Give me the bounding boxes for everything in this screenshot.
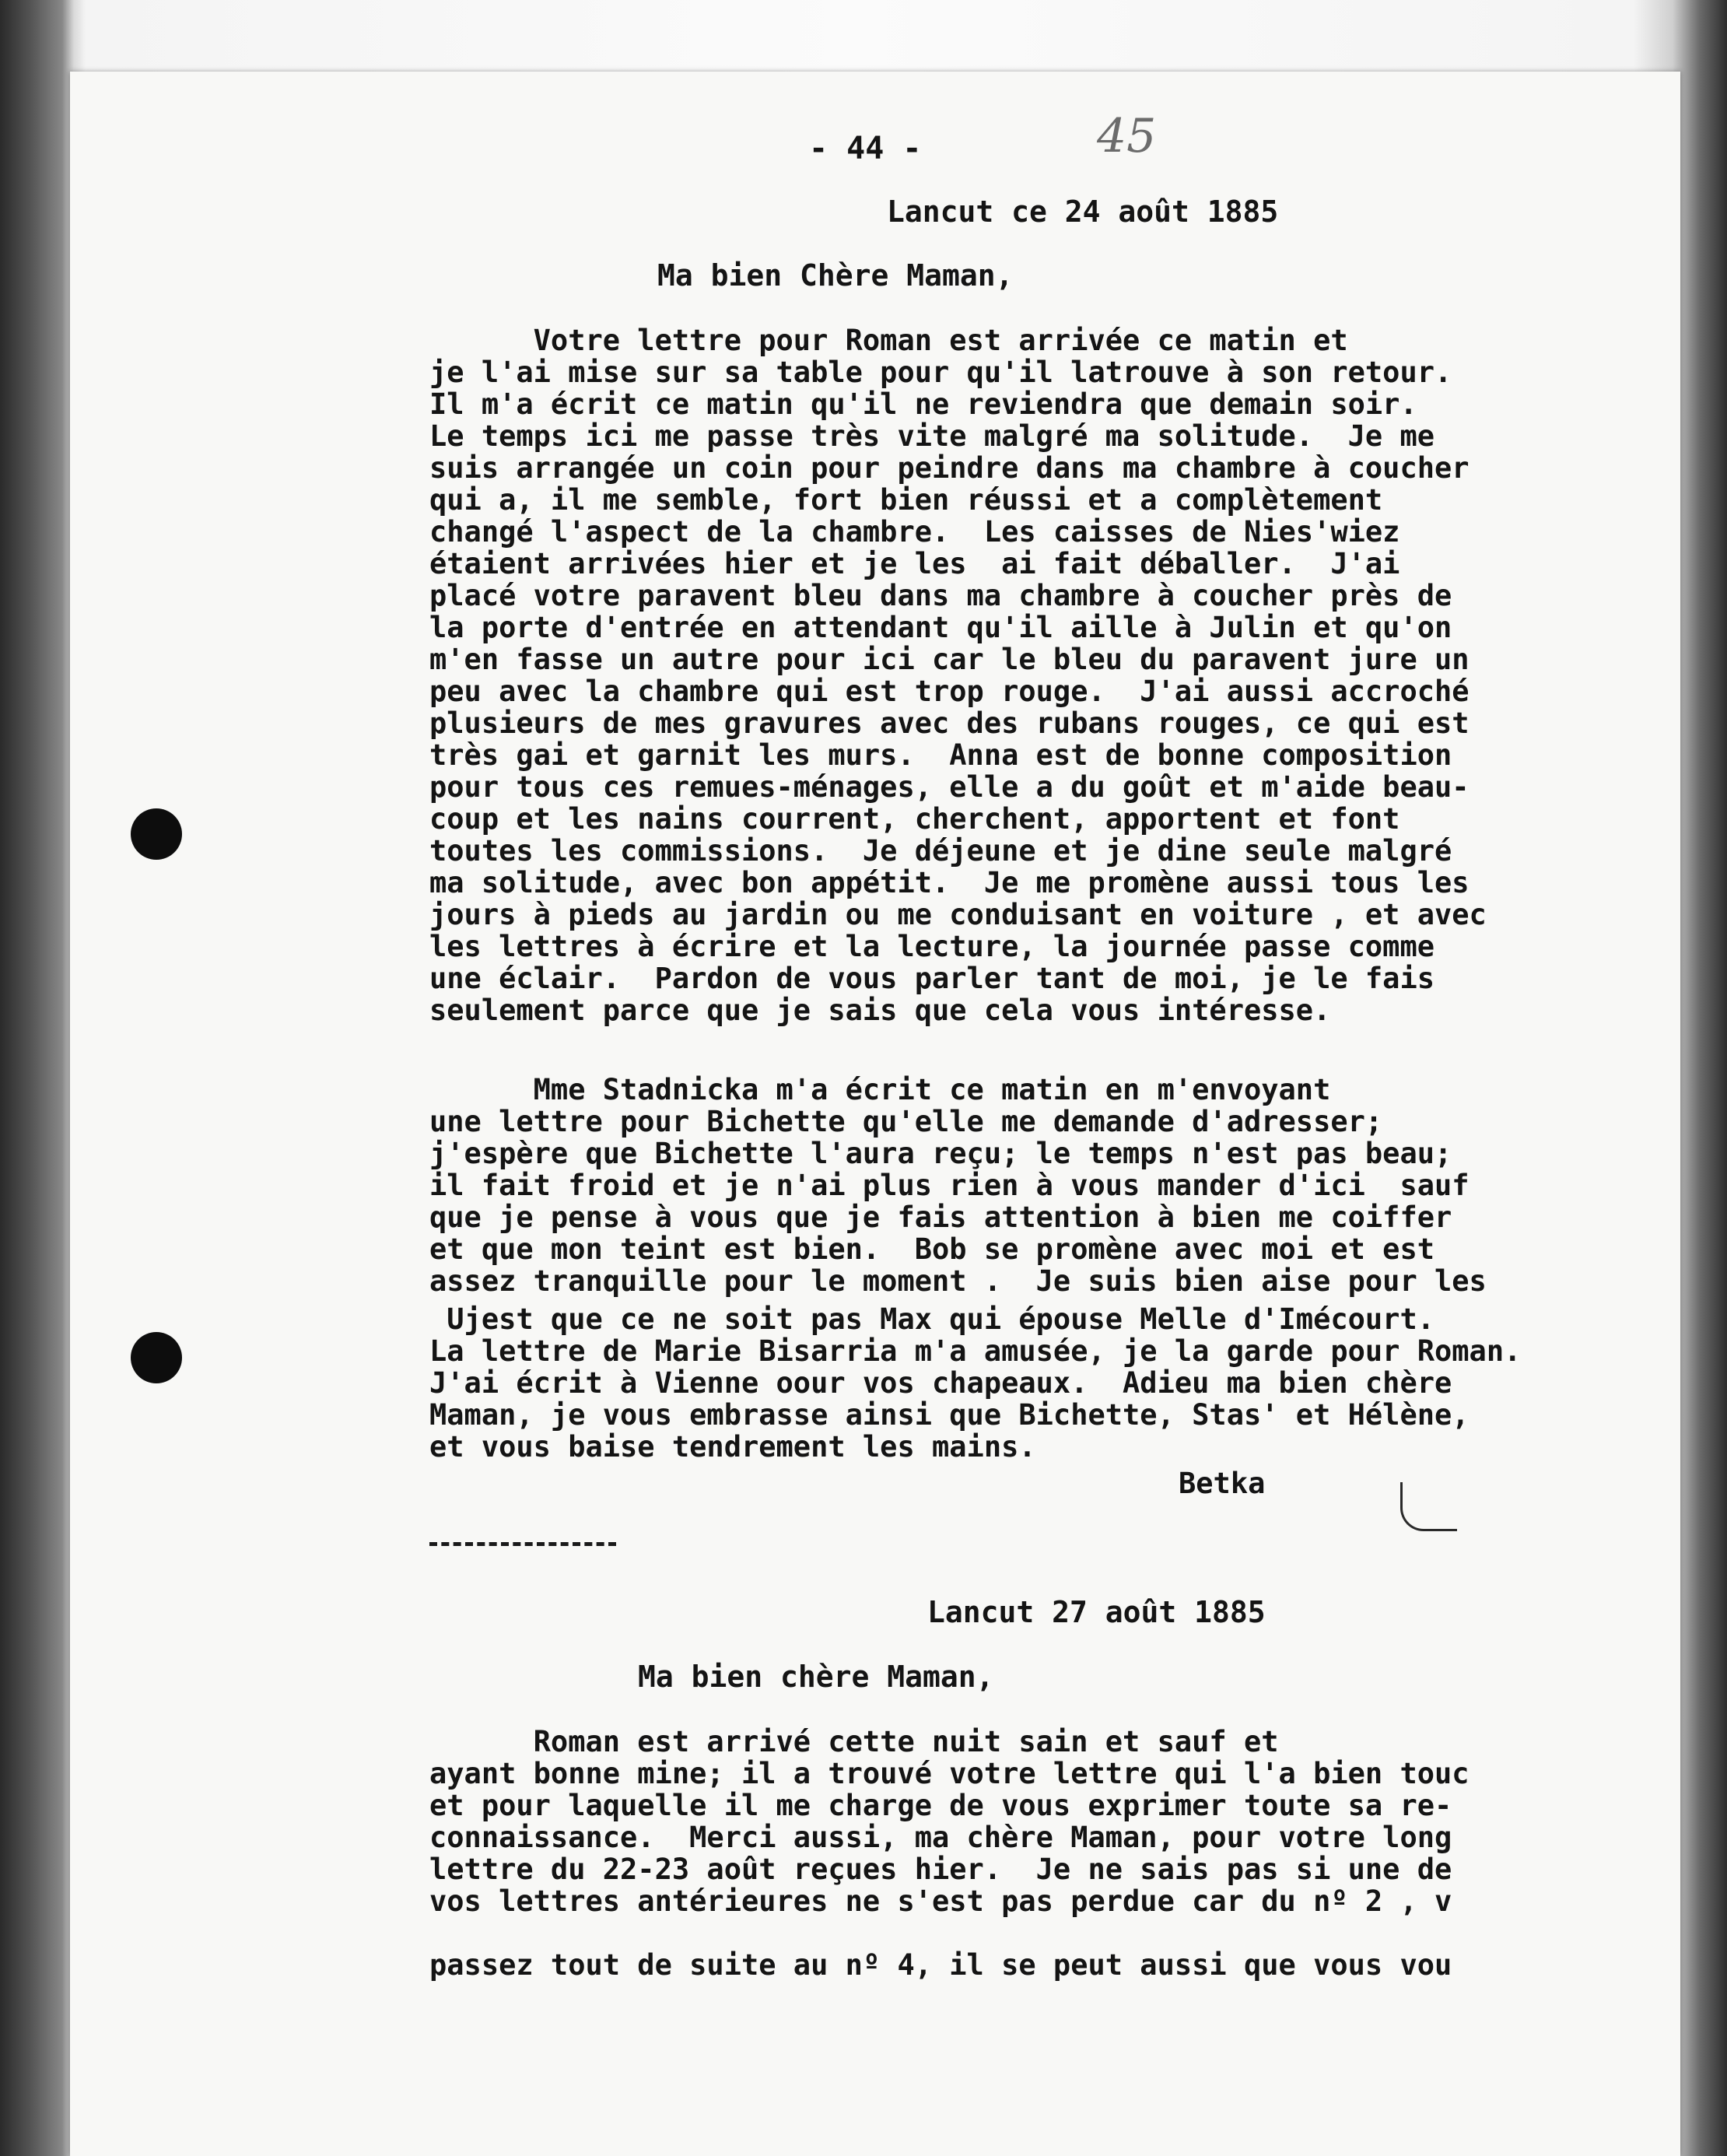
letter1-line: Ujest que ce ne soit pas Max qui épouse Melle d'Imécourt. <box>429 1302 1435 1336</box>
letter1-line: les lettres à écrire et la lecture, la journée passe comme <box>429 930 1435 963</box>
letter1-line: Le temps ici me passe très vite malgré ma solitude. Je me <box>429 419 1435 453</box>
letter2-line: connaissance. Merci aussi, ma chère Maman, pour votre long <box>429 1821 1452 1854</box>
letter2-salutation: Ma bien chère Maman, <box>638 1660 994 1694</box>
letter1-line: j'espère que Bichette l'aura reçu; le temps n'est pas beau; <box>429 1137 1452 1170</box>
handwritten-check-mark <box>1400 1482 1457 1531</box>
letter1-line: jours à pieds au jardin ou me conduisant en voiture , et avec <box>429 898 1487 931</box>
letter1-line: suis arrangée un coin pour peindre dans ma chambre à coucher <box>429 451 1470 485</box>
letter2-line: Roman est arrivé cette nuit sain et sauf et <box>429 1725 1279 1758</box>
letter1-line: Maman, je vous embrasse ainsi que Bichette, Stas' et Hélène, <box>429 1398 1470 1432</box>
handwritten-page-number: 45 <box>1097 109 1157 163</box>
letter1-line: seulement parce que je sais que cela vous intéresse. <box>429 994 1331 1027</box>
punch-hole-bottom <box>131 1332 182 1383</box>
letter2-line: passez tout de suite au nº 4, il se peut aussi que vous vou <box>429 1948 1452 1982</box>
letter1-line: J'ai écrit à Vienne oour vos chapeaux. Adieu ma bien chère <box>429 1366 1452 1400</box>
letter1-line: je l'ai mise sur sa table pour qu'il latrouve à son retour. <box>429 356 1452 389</box>
letter1-line: changé l'aspect de la chambre. Les caisses de Nies'wiez <box>429 515 1400 549</box>
letter1-signature: Betka <box>1179 1467 1266 1500</box>
letter1-line: la porte d'entrée en attendant qu'il aille à Julin et qu'on <box>429 611 1452 644</box>
letter1-line: Votre lettre pour Roman est arrivée ce matin et <box>429 324 1348 357</box>
letter1-line: très gai et garnit les murs. Anna est de bonne composition <box>429 738 1452 772</box>
letter2-dateline: Lancut 27 août 1885 <box>927 1595 1266 1629</box>
letter1-line: pour tous ces remues-ménages, elle a du goût et m'aide beau- <box>429 770 1470 804</box>
letter1-line: une éclair. Pardon de vous parler tant de moi, je le fais <box>429 962 1435 995</box>
letter2-line: ayant bonne mine; il a trouvé votre lettre qui l'a bien touc <box>429 1757 1470 1790</box>
letter1-line: Il m'a écrit ce matin qu'il ne reviendra que demain soir. <box>429 387 1417 421</box>
punch-hole-top <box>131 808 182 860</box>
letter2-line: vos lettres antérieures ne s'est pas perdue car du nº 2 , v <box>429 1884 1452 1918</box>
letter1-line: que je pense à vous que je fais attention à bien me coiffer <box>429 1201 1452 1234</box>
letter1-line: coup et les nains courrent, cherchent, apportent et font <box>429 802 1400 836</box>
letter1-line: m'en fasse un autre pour ici car le bleu du paravent jure un <box>429 643 1470 676</box>
letter2-line: et pour laquelle il me charge de vous exprimer toute sa re- <box>429 1789 1452 1822</box>
letter1-line: plusieurs de mes gravures avec des rubans rouges, ce qui est <box>429 706 1470 740</box>
letter-separator <box>429 1542 616 1546</box>
letter1-line: ma solitude, avec bon appétit. Je me promène aussi tous les <box>429 866 1470 899</box>
letter1-line: et que mon teint est bien. Bob se promène avec moi et est <box>429 1232 1435 1266</box>
letter1-line: et vous baise tendrement les mains. <box>429 1430 1036 1464</box>
letter1-line: qui a, il me semble, fort bien réussi et a complètement <box>429 483 1383 517</box>
letter1-line: toutes les commissions. Je déjeune et je dine seule malgré <box>429 834 1452 868</box>
letter1-line: peu avec la chambre qui est trop rouge. J'ai aussi accroché <box>429 675 1470 708</box>
letter1-line: Mme Stadnicka m'a écrit ce matin en m'envoyant <box>429 1073 1331 1106</box>
letter1-line: placé votre paravent bleu dans ma chambre à coucher près de <box>429 579 1452 612</box>
letter1-line: étaient arrivées hier et je les ai fait déballer. J'ai <box>429 547 1400 580</box>
letter1-line: il fait froid et je n'ai plus rien à vous mander d'ici sauf <box>429 1169 1470 1202</box>
letter1-salutation: Ma bien Chère Maman, <box>657 258 1014 293</box>
letter1-line: une lettre pour Bichette qu'elle me demande d'adresser; <box>429 1105 1383 1138</box>
letter1-line: La lettre de Marie Bisarria m'a amusée, je la garde pour Roman. <box>429 1334 1522 1368</box>
letter1-line: assez tranquille pour le moment . Je suis bien aise pour les <box>429 1264 1487 1298</box>
letter2-line: lettre du 22-23 août reçues hier. Je ne sais pas si une de <box>429 1853 1452 1886</box>
page-number: - 44 - <box>809 131 922 167</box>
letter1-dateline: Lancut ce 24 août 1885 <box>887 195 1279 229</box>
